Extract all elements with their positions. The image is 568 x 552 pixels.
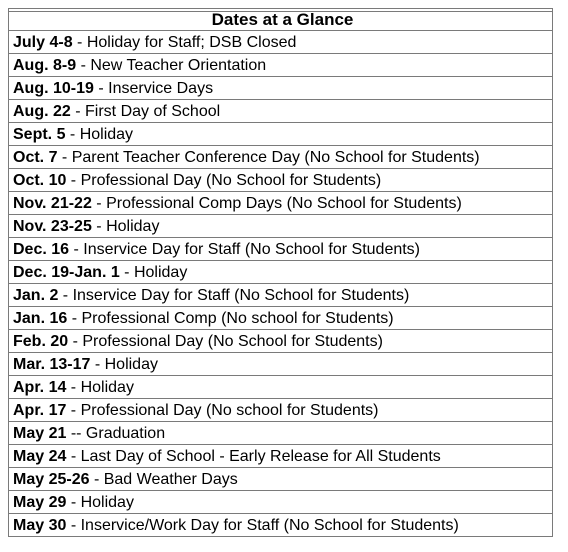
event-cell — [9, 261, 553, 284]
event-cell — [9, 192, 553, 215]
event-description: Holiday — [80, 493, 134, 511]
event-description: First Day of School — [85, 102, 221, 120]
events-list — [9, 31, 553, 537]
event-date: Aug. 22 — [13, 102, 71, 120]
event-date: Aug. 8-9 — [13, 56, 77, 74]
event-row — [9, 330, 553, 353]
dates-table-container — [8, 8, 553, 537]
event-date: Jan. 2 — [13, 286, 59, 304]
event-description: Holiday — [104, 355, 158, 373]
event-row — [9, 422, 553, 445]
event-date: Dec. 19-Jan. 1 — [13, 263, 120, 281]
event-cell — [9, 307, 553, 330]
event-separator: - — [93, 79, 109, 97]
event-date: Apr. 14 — [13, 378, 67, 396]
event-cell — [9, 238, 553, 261]
event-description: Last Day of School - Early Release for All Students — [80, 447, 441, 465]
event-cell — [9, 146, 553, 169]
event-description: Professional Day (No school for Students) — [80, 401, 379, 419]
event-description: Holiday — [80, 378, 134, 396]
event-description: Holiday — [79, 125, 134, 143]
event-date: July 4-8 — [13, 33, 73, 51]
event-separator: - — [66, 447, 81, 465]
event-description: Professional Day (No School for Students) — [80, 171, 382, 189]
event-separator: - — [57, 148, 72, 166]
event-date: Nov. 21-22 — [13, 194, 92, 212]
event-separator: - — [66, 401, 81, 419]
event-separator: - — [70, 102, 86, 120]
event-row — [9, 54, 553, 77]
event-description: New Teacher Orientation — [90, 56, 267, 74]
event-row — [9, 307, 553, 330]
event-cell — [9, 284, 553, 307]
event-cell — [9, 514, 553, 537]
event-date: Dec. 16 — [13, 240, 70, 258]
event-date: May 29 — [13, 493, 67, 511]
event-separator: - — [69, 240, 84, 258]
event-date: Nov. 23-25 — [13, 217, 92, 235]
event-description: Holiday — [106, 217, 160, 235]
event-date: Sept. 5 — [13, 125, 66, 143]
event-row — [9, 445, 553, 468]
event-row — [9, 123, 553, 146]
table-title: Dates at a Glance — [9, 9, 553, 31]
event-separator: - — [68, 332, 83, 350]
event-separator: - — [58, 286, 73, 304]
event-date: May 21 — [13, 424, 67, 442]
event-description: Inservice Day for Staff (No School for Students) — [72, 286, 410, 304]
event-row — [9, 491, 553, 514]
event-separator: - — [72, 33, 87, 51]
event-date: May 30 — [13, 516, 67, 534]
event-separator: - — [66, 493, 81, 511]
event-separator: - — [66, 516, 81, 534]
event-separator: - — [67, 309, 82, 327]
event-row — [9, 31, 553, 54]
event-cell — [9, 54, 553, 77]
table-header-row — [9, 9, 553, 31]
event-separator: - — [119, 263, 134, 281]
event-row — [9, 146, 553, 169]
event-row — [9, 514, 553, 537]
event-description: Professional Comp (No school for Students) — [81, 309, 394, 327]
event-cell — [9, 100, 553, 123]
event-row — [9, 192, 553, 215]
event-date: Apr. 17 — [13, 401, 67, 419]
event-row — [9, 353, 553, 376]
event-description: Inservice/Work Day for Staff (No School for Students) — [80, 516, 459, 534]
event-description: Parent Teacher Conference Day (No School for Students) — [71, 148, 480, 166]
event-description: Holiday — [133, 263, 188, 281]
event-description: Graduation — [85, 424, 166, 442]
event-separator: - — [90, 355, 105, 373]
dates-at-a-glance-table — [8, 8, 553, 537]
event-description: Professional Day (No School for Students) — [82, 332, 383, 350]
event-row — [9, 376, 553, 399]
event-date: Oct. 7 — [13, 148, 58, 166]
event-cell — [9, 169, 553, 192]
event-separator: - — [65, 125, 80, 143]
event-cell — [9, 468, 553, 491]
event-cell — [9, 31, 553, 54]
event-cell — [9, 376, 553, 399]
event-row — [9, 169, 553, 192]
event-date: Oct. 10 — [13, 171, 67, 189]
event-row — [9, 77, 553, 100]
event-row — [9, 100, 553, 123]
event-description: Inservice Days — [108, 79, 214, 97]
event-date: Feb. 20 — [13, 332, 69, 350]
event-date: Aug. 10-19 — [13, 79, 94, 97]
event-date: May 25-26 — [13, 470, 90, 488]
event-date: Jan. 16 — [13, 309, 68, 327]
event-separator: - — [91, 217, 107, 235]
event-separator: - — [89, 470, 104, 488]
event-cell — [9, 123, 553, 146]
event-row — [9, 261, 553, 284]
event-row — [9, 468, 553, 491]
event-row — [9, 238, 553, 261]
event-cell — [9, 215, 553, 238]
event-separator: -- — [66, 424, 86, 442]
event-row — [9, 284, 553, 307]
event-cell — [9, 399, 553, 422]
event-cell — [9, 330, 553, 353]
event-separator: - — [66, 171, 81, 189]
event-cell — [9, 491, 553, 514]
event-cell — [9, 422, 553, 445]
event-description: Bad Weather Days — [103, 470, 238, 488]
event-separator: - — [66, 378, 81, 396]
event-date: May 24 — [13, 447, 67, 465]
event-separator: - — [76, 56, 91, 74]
event-row — [9, 399, 553, 422]
event-description: Professional Comp Days (No School for Students) — [106, 194, 462, 212]
event-description: Holiday for Staff; DSB Closed — [86, 33, 297, 51]
event-date: Mar. 13-17 — [13, 355, 91, 373]
event-description: Inservice Day for Staff (No School for Students) — [83, 240, 421, 258]
event-row — [9, 215, 553, 238]
event-cell — [9, 353, 553, 376]
event-separator: - — [91, 194, 107, 212]
event-cell — [9, 445, 553, 468]
event-cell — [9, 77, 553, 100]
